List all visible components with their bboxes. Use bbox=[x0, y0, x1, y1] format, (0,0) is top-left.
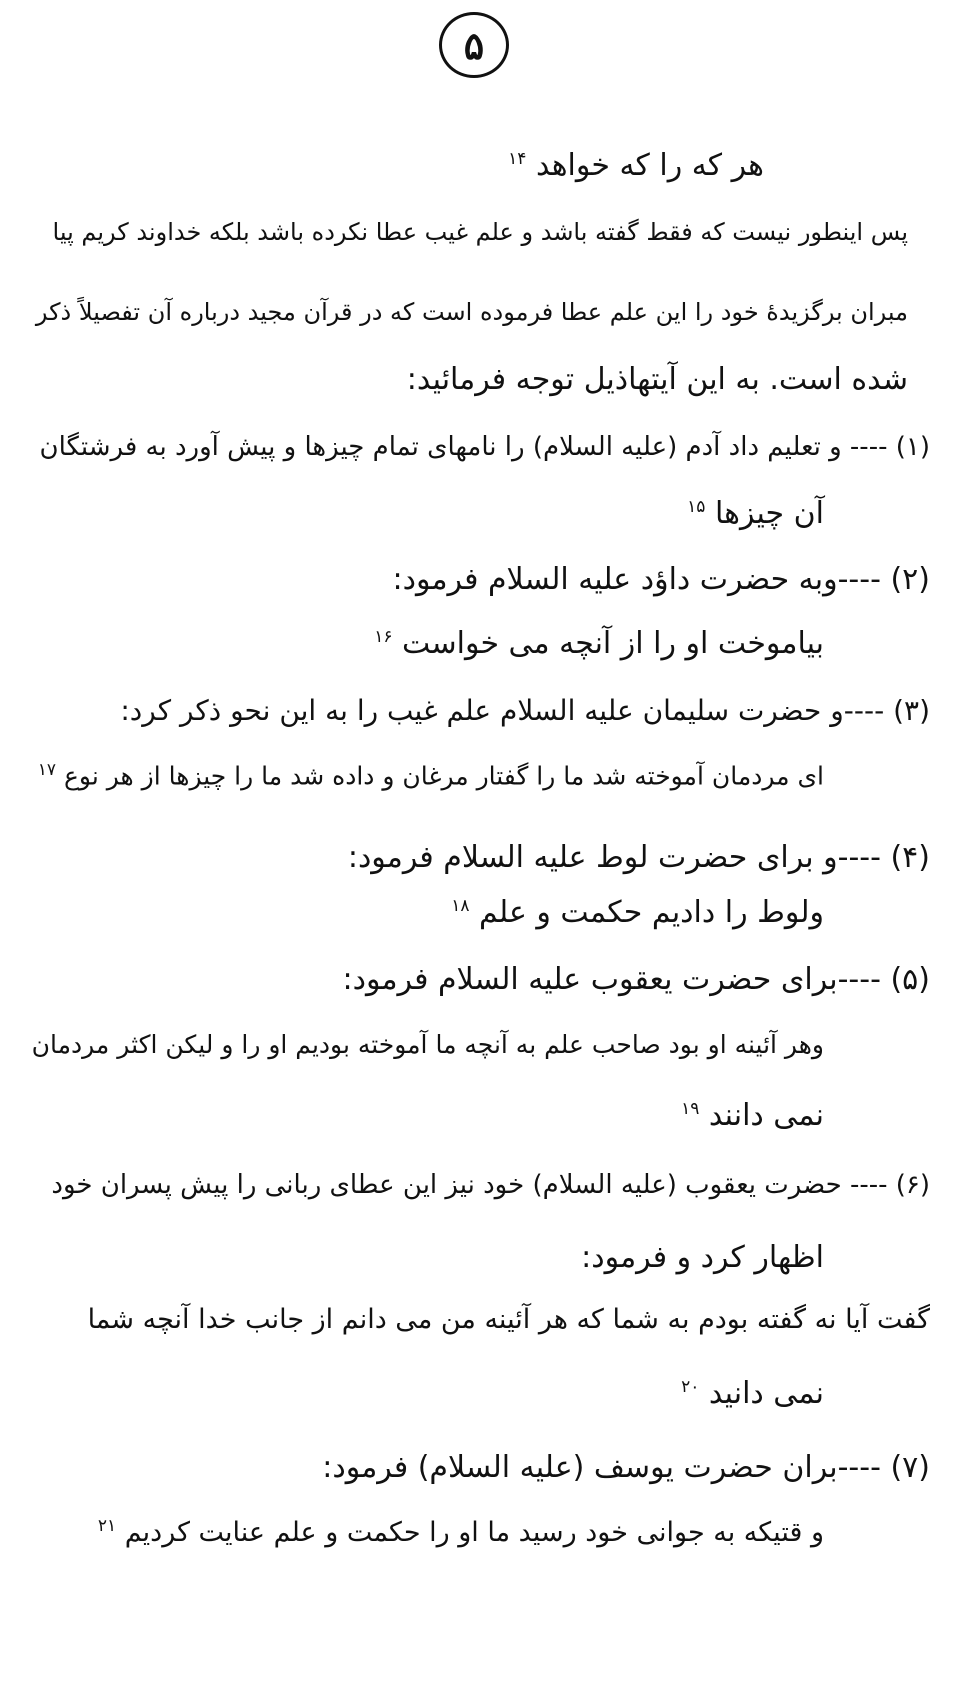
text-line bbox=[681, 1376, 824, 1412]
line-text: و قتیکه به جوانی خود رسید ما او را حکمت و علم عنایت کردیم bbox=[124, 1517, 824, 1548]
line-text: اظهار کرد و فرمود: bbox=[581, 1240, 824, 1275]
text-line bbox=[451, 895, 824, 931]
line-text: (۱) ---- و تعلیم داد آدم (علیه السلام) را نامهای تمام چیزها و پیش آورد به فرشتگان bbox=[39, 432, 930, 462]
text-line bbox=[32, 1030, 824, 1060]
line-text: ای مردمان آموخته شد ما را گفتار مرغان و داده شد ما را چیزها از هر نوع bbox=[64, 761, 824, 791]
footnote-ref: ۲۰ bbox=[681, 1377, 700, 1397]
footnote-ref: ۱۴ bbox=[508, 149, 527, 169]
line-text: (۳) ----و حضرت سلیمان علیه السلام علم غیب را به این نحو ذکر کرد: bbox=[120, 694, 930, 727]
line-text: (۴) ----و برای حضرت لوط علیه السلام فرمود: bbox=[347, 840, 930, 875]
line-text: گفت آیا نه گفته بودم به شما که هر آئینه من می دانم از جانب خدا آنچه شما bbox=[87, 1304, 930, 1335]
line-text: هر که را که خواهد bbox=[535, 148, 764, 183]
footnote-ref: ۱۵ bbox=[687, 497, 706, 517]
line-text: (۶) ---- حضرت یعقوب (علیه السلام) خود نیز این عطای ربانی را پیش پسران خود bbox=[51, 1170, 930, 1200]
line-text: مبران برگزیدهٔ خود را این علم عطا فرموده است که در قرآن مجید درباره آن تفصیلاً ذکر bbox=[35, 298, 908, 326]
line-text: (۷) ----بران حضرت یوسف (علیه السلام) فرمود: bbox=[322, 1450, 930, 1485]
text-line bbox=[681, 1098, 824, 1134]
text-line bbox=[393, 562, 931, 598]
footnote-ref: ۲۱ bbox=[97, 1516, 117, 1536]
text-line bbox=[343, 962, 931, 998]
text-line bbox=[374, 626, 824, 662]
line-text: وهر آئینه او بود صاحب علم به آنچه ما آموخته بودیم او را و لیکن اکثر مردمان bbox=[31, 1030, 824, 1059]
footnote-ref: ۱۶ bbox=[374, 627, 393, 647]
text-line bbox=[120, 694, 930, 728]
text-line bbox=[407, 362, 908, 398]
line-text: بیاموخت او را از آنچه می خواست bbox=[402, 626, 824, 661]
text-line bbox=[39, 432, 930, 463]
footnote-ref: ۱۹ bbox=[681, 1099, 700, 1119]
line-text: شده است. به این آیتهاذیل توجه فرمائید: bbox=[406, 362, 908, 397]
page-number: ۵ bbox=[463, 22, 485, 68]
footnote-ref: ۱۷ bbox=[37, 760, 57, 780]
line-text: پس اینطور نیست که فقط گفته باشد و علم غیب عطا نکرده باشد بلکه خداوند کریم پیا bbox=[52, 218, 908, 246]
line-text: آن چیزها bbox=[714, 496, 824, 531]
text-line bbox=[51, 1170, 930, 1201]
text-line bbox=[581, 1240, 824, 1276]
text-line bbox=[687, 496, 824, 532]
text-line bbox=[508, 148, 764, 184]
line-text: (۲) ----وبه حضرت داؤد علیه السلام فرمود: bbox=[392, 562, 930, 597]
line-text: ولوط را دادیم حکمت و علم bbox=[479, 895, 824, 930]
text-line bbox=[38, 760, 824, 791]
text-line bbox=[348, 840, 930, 876]
line-text: نمی دانند bbox=[708, 1098, 824, 1133]
text-line bbox=[53, 218, 908, 247]
line-text: نمی دانید bbox=[708, 1376, 824, 1411]
text-line bbox=[88, 1304, 930, 1336]
text-line bbox=[322, 1450, 930, 1486]
footnote-ref: ۱۸ bbox=[451, 896, 470, 916]
line-text: (۵) ----برای حضرت یعقوب علیه السلام فرمود: bbox=[342, 962, 930, 997]
text-line bbox=[98, 1516, 824, 1549]
page-number-circle bbox=[439, 12, 509, 78]
text-line bbox=[36, 298, 908, 327]
